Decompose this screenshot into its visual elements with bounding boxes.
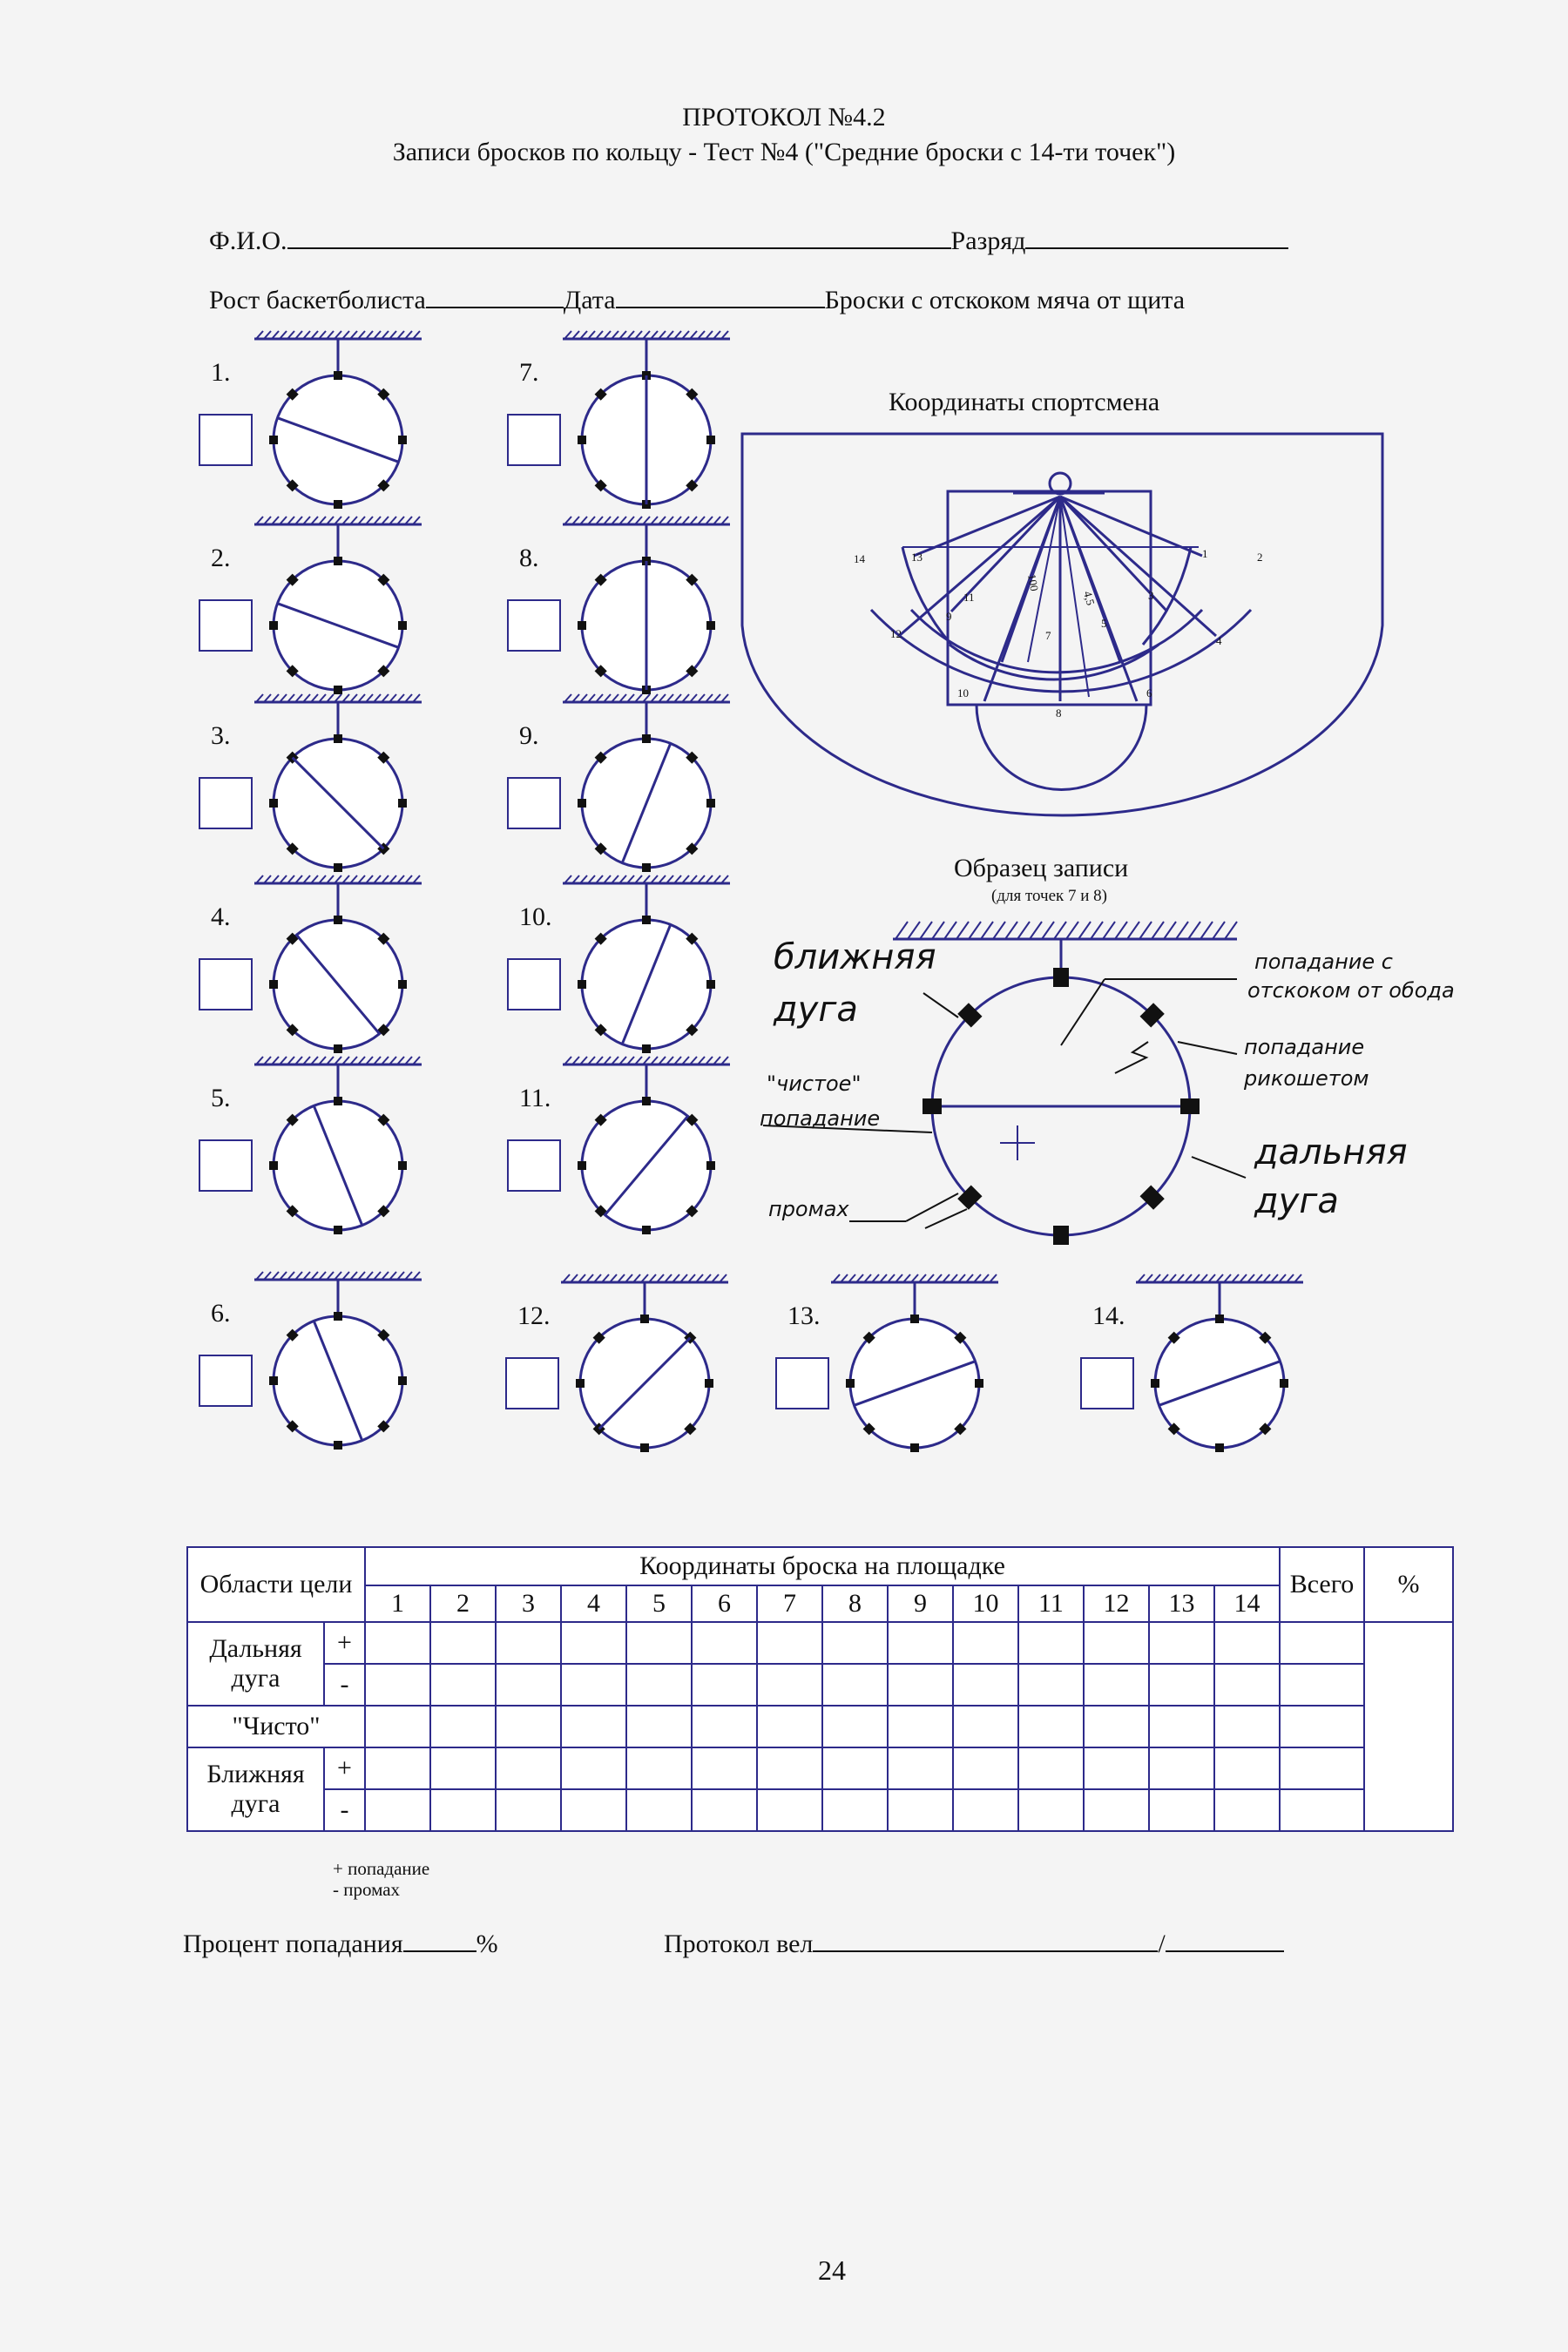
table-cell[interactable] bbox=[1149, 1789, 1214, 1831]
column-number-1: 1 bbox=[365, 1585, 430, 1622]
hatch-stroke bbox=[1054, 922, 1066, 939]
table-cell[interactable] bbox=[430, 1789, 496, 1831]
table-cell[interactable] bbox=[430, 1622, 496, 1664]
table-cell[interactable] bbox=[888, 1706, 953, 1747]
shot-number-6: 6. bbox=[211, 1299, 231, 1328]
far-arc-text-1: дальняя bbox=[1254, 1132, 1408, 1173]
court-point-5: 5 bbox=[1101, 617, 1107, 630]
percent-sign: % bbox=[476, 1930, 498, 1958]
rost-label: Рост баскетболиста bbox=[209, 286, 426, 314]
table-cell[interactable] bbox=[692, 1789, 757, 1831]
court-point-3: 3 bbox=[1148, 589, 1154, 602]
hatch-stroke bbox=[1017, 922, 1030, 939]
table-cell[interactable] bbox=[430, 1706, 496, 1747]
distance-100: 100 bbox=[1025, 572, 1042, 592]
miss-arrow-2 bbox=[925, 1209, 967, 1228]
table-cell[interactable] bbox=[496, 1789, 561, 1831]
table-cell[interactable] bbox=[1214, 1789, 1280, 1831]
court-point-6: 6 bbox=[1146, 686, 1152, 700]
shot-number-14: 14. bbox=[1092, 1301, 1125, 1330]
court-point-12: 12 bbox=[890, 627, 902, 640]
table-cell[interactable] bbox=[1214, 1747, 1280, 1789]
table-cell[interactable] bbox=[1280, 1747, 1364, 1789]
ricochet-text-2: рикошетом bbox=[1244, 1066, 1369, 1091]
total-header: Всего bbox=[1280, 1547, 1364, 1622]
shot-number-3: 3. bbox=[211, 721, 231, 750]
table-row bbox=[187, 1622, 1453, 1664]
table-cell[interactable] bbox=[626, 1789, 692, 1831]
far-arc-label: Дальняя дуга bbox=[187, 1622, 324, 1706]
column-numbers-row bbox=[187, 1585, 1453, 1622]
rim-bounce-text-2: отскоком от обода bbox=[1247, 978, 1455, 1003]
table-cell[interactable] bbox=[430, 1747, 496, 1789]
date-label: Дата bbox=[563, 286, 616, 314]
rim-bounce-arrow bbox=[1061, 979, 1105, 1045]
table-cell[interactable] bbox=[1018, 1664, 1084, 1706]
table-cell[interactable] bbox=[757, 1789, 822, 1831]
table-cell[interactable] bbox=[822, 1664, 888, 1706]
column-number-11: 11 bbox=[1018, 1585, 1084, 1622]
table-cell[interactable] bbox=[1084, 1789, 1149, 1831]
legend bbox=[333, 1858, 429, 1900]
table-cell[interactable] bbox=[561, 1706, 626, 1747]
table-cell[interactable] bbox=[365, 1706, 430, 1747]
razryad-label: Разряд bbox=[950, 226, 1026, 255]
protocol-name-field[interactable] bbox=[813, 1931, 1158, 1952]
table-cell[interactable] bbox=[888, 1747, 953, 1789]
coords-header: Координаты броска на площадке bbox=[365, 1547, 1280, 1585]
table-cell[interactable] bbox=[1018, 1789, 1084, 1831]
hatch-stroke bbox=[969, 922, 981, 939]
table-cell[interactable] bbox=[1084, 1747, 1149, 1789]
results-table bbox=[186, 1546, 1454, 1832]
table-cell[interactable] bbox=[365, 1622, 430, 1664]
shot-number-9: 9. bbox=[519, 721, 539, 750]
clean-label: "Чисто" bbox=[187, 1706, 365, 1747]
court-point-7: 7 bbox=[1045, 629, 1051, 642]
far-arc-text-2: дуга bbox=[1254, 1181, 1339, 1221]
table-cell[interactable] bbox=[692, 1664, 757, 1706]
sample-tick bbox=[1180, 1098, 1200, 1114]
table-cell[interactable] bbox=[561, 1664, 626, 1706]
table-cell[interactable] bbox=[1214, 1664, 1280, 1706]
hatch-stroke bbox=[920, 922, 932, 939]
hatch-stroke bbox=[1152, 922, 1164, 939]
percent-label: Процент попадания bbox=[183, 1930, 403, 1958]
near-arc-text-1: ближняя bbox=[774, 937, 936, 977]
court-title: Координаты спортсмена bbox=[889, 388, 1160, 416]
areas-header: Области цели bbox=[187, 1547, 365, 1622]
table-cell[interactable] bbox=[430, 1664, 496, 1706]
court-point-9: 9 bbox=[946, 610, 952, 623]
table-cell[interactable] bbox=[365, 1747, 430, 1789]
shot-number-10: 10. bbox=[519, 902, 552, 931]
hatch-stroke bbox=[932, 922, 944, 939]
protocol-slash: / bbox=[1158, 1930, 1166, 1958]
shot-number-13: 13. bbox=[787, 1301, 821, 1330]
hatch-stroke bbox=[1213, 922, 1225, 939]
fio-label: Ф.И.О. bbox=[209, 226, 287, 255]
sample-tick bbox=[1053, 968, 1069, 987]
hatch-stroke bbox=[1115, 922, 1127, 939]
hatch-stroke bbox=[1066, 922, 1078, 939]
hatch-stroke bbox=[1176, 922, 1188, 939]
table-row bbox=[187, 1789, 1453, 1831]
table-cell[interactable] bbox=[1280, 1706, 1364, 1747]
table-row bbox=[187, 1747, 1453, 1789]
column-number-13: 13 bbox=[1149, 1585, 1214, 1622]
hatch-stroke bbox=[896, 922, 908, 939]
table-row bbox=[187, 1664, 1453, 1706]
table-cell[interactable] bbox=[365, 1664, 430, 1706]
table-cell[interactable] bbox=[953, 1789, 1018, 1831]
shot-number-5: 5. bbox=[211, 1084, 231, 1112]
table-cell[interactable] bbox=[626, 1706, 692, 1747]
table-cell[interactable] bbox=[1280, 1789, 1364, 1831]
near-arc-text-2: дуга bbox=[774, 990, 858, 1030]
hatch-stroke bbox=[993, 922, 1005, 939]
column-number-3: 3 bbox=[496, 1585, 561, 1622]
court-point-10: 10 bbox=[957, 686, 969, 700]
court-point-8: 8 bbox=[1056, 706, 1062, 720]
hatch-stroke bbox=[981, 922, 993, 939]
table-cell[interactable] bbox=[496, 1747, 561, 1789]
column-number-4: 4 bbox=[561, 1585, 626, 1622]
table-cell[interactable] bbox=[496, 1622, 561, 1664]
table-cell[interactable] bbox=[496, 1706, 561, 1747]
table-cell[interactable] bbox=[1214, 1622, 1280, 1664]
table-cell[interactable] bbox=[1149, 1747, 1214, 1789]
table-cell[interactable] bbox=[1018, 1747, 1084, 1789]
table-cell[interactable] bbox=[692, 1747, 757, 1789]
hatch-stroke bbox=[1091, 922, 1103, 939]
table-cell[interactable] bbox=[757, 1747, 822, 1789]
ricochet-arrow bbox=[1115, 1042, 1148, 1073]
clean-text-1: "чистое" bbox=[767, 1071, 862, 1096]
hatch-stroke bbox=[908, 922, 920, 939]
table-cell[interactable] bbox=[1149, 1706, 1214, 1747]
legend-minus: - промах bbox=[333, 1879, 401, 1900]
court-point-4: 4 bbox=[1216, 634, 1222, 647]
table-cell[interactable] bbox=[496, 1664, 561, 1706]
page-subtitle: Записи бросков по кольцу - Тест №4 ("Средние броски с 14-ти точек") bbox=[392, 138, 1176, 166]
near-arc-pointer bbox=[923, 993, 958, 1017]
percent-field[interactable] bbox=[403, 1931, 476, 1952]
shot-number-2: 2. bbox=[211, 544, 231, 572]
table-cell[interactable] bbox=[1084, 1622, 1149, 1664]
table-cell[interactable] bbox=[888, 1664, 953, 1706]
column-number-14: 14 bbox=[1214, 1585, 1280, 1622]
percent-header: % bbox=[1364, 1547, 1453, 1622]
table-cell[interactable] bbox=[561, 1789, 626, 1831]
table-cell[interactable] bbox=[888, 1789, 953, 1831]
shot-number-7: 7. bbox=[519, 358, 539, 387]
table-cell[interactable] bbox=[626, 1664, 692, 1706]
table-cell[interactable] bbox=[1280, 1622, 1364, 1664]
broski-label: Броски с отскоком мяча от щита bbox=[824, 286, 1186, 314]
sample-tick bbox=[923, 1098, 942, 1114]
shot-number-12: 12. bbox=[517, 1301, 551, 1330]
hatch-stroke bbox=[1188, 922, 1200, 939]
table-cell[interactable] bbox=[888, 1622, 953, 1664]
court-point-2: 2 bbox=[1257, 551, 1263, 564]
near-minus-sign: - bbox=[324, 1789, 365, 1831]
court-point-11: 11 bbox=[963, 591, 975, 604]
table-cell[interactable] bbox=[1018, 1706, 1084, 1747]
court-point-1: 1 bbox=[1202, 547, 1208, 560]
table-cell[interactable] bbox=[365, 1789, 430, 1831]
near-arc-label: Ближняя дуга bbox=[187, 1747, 324, 1831]
hatch-stroke bbox=[1005, 922, 1017, 939]
table-cell[interactable] bbox=[561, 1747, 626, 1789]
table-cell[interactable] bbox=[953, 1622, 1018, 1664]
column-number-5: 5 bbox=[626, 1585, 692, 1622]
protocol-row bbox=[664, 1930, 1284, 1959]
protocol-label: Протокол вел bbox=[664, 1930, 814, 1958]
hatch-stroke bbox=[1127, 922, 1139, 939]
table-cell[interactable] bbox=[822, 1789, 888, 1831]
shot-number-1: 1. bbox=[211, 358, 231, 387]
table-cell[interactable] bbox=[757, 1664, 822, 1706]
table-cell[interactable] bbox=[822, 1622, 888, 1664]
hatch-stroke bbox=[1078, 922, 1091, 939]
hatch-stroke bbox=[956, 922, 969, 939]
column-number-10: 10 bbox=[953, 1585, 1018, 1622]
table-cell[interactable] bbox=[1084, 1664, 1149, 1706]
far-arc-leader bbox=[1192, 1157, 1246, 1178]
column-number-7: 7 bbox=[757, 1585, 822, 1622]
column-number-8: 8 bbox=[822, 1585, 888, 1622]
legend-plus: + попадание bbox=[333, 1858, 430, 1879]
hatch-stroke bbox=[1042, 922, 1054, 939]
percent-row bbox=[183, 1930, 498, 1959]
hatch-stroke bbox=[944, 922, 956, 939]
shot-number-4: 4. bbox=[211, 902, 231, 931]
table-cell[interactable] bbox=[1214, 1706, 1280, 1747]
table-cell[interactable] bbox=[1149, 1664, 1214, 1706]
hatch-stroke bbox=[1030, 922, 1042, 939]
hatch-stroke bbox=[1139, 922, 1152, 939]
sample-tick bbox=[1053, 1226, 1069, 1245]
page-title: ПРОТОКОЛ №4.2 bbox=[682, 103, 886, 132]
sample-hatch bbox=[896, 922, 1237, 939]
table-cell[interactable] bbox=[953, 1747, 1018, 1789]
rim-bounce-text-1: попадание с bbox=[1254, 950, 1393, 974]
shot-number-8: 8. bbox=[519, 544, 539, 572]
far-plus-sign: + bbox=[324, 1622, 365, 1664]
ricochet-leader bbox=[1178, 1042, 1237, 1054]
near-plus-sign: + bbox=[324, 1747, 365, 1789]
sample-subtitle: (для точек 7 и 8) bbox=[991, 887, 1107, 905]
protocol-sign-field[interactable] bbox=[1166, 1931, 1284, 1952]
court-point-13: 13 bbox=[911, 551, 923, 564]
table-cell[interactable] bbox=[822, 1747, 888, 1789]
sample-title: Образец записи bbox=[954, 854, 1129, 882]
miss-text: промах bbox=[768, 1197, 849, 1221]
clean-text-2: попадание bbox=[760, 1106, 881, 1131]
table-cell[interactable] bbox=[692, 1706, 757, 1747]
table-cell[interactable] bbox=[822, 1706, 888, 1747]
hatch-stroke bbox=[1103, 922, 1115, 939]
court-point-14: 14 bbox=[854, 552, 865, 565]
column-number-6: 6 bbox=[692, 1585, 757, 1622]
table-cell[interactable] bbox=[626, 1622, 692, 1664]
table-cell[interactable] bbox=[626, 1747, 692, 1789]
table-cell[interactable] bbox=[757, 1706, 822, 1747]
column-number-2: 2 bbox=[430, 1585, 496, 1622]
table-cell[interactable] bbox=[953, 1664, 1018, 1706]
table-cell[interactable] bbox=[757, 1622, 822, 1664]
page-number: 24 bbox=[818, 2254, 846, 2286]
far-minus-sign: - bbox=[324, 1664, 365, 1706]
hatch-stroke bbox=[1225, 922, 1237, 939]
ricochet-text-1: попадание bbox=[1244, 1035, 1365, 1059]
table-cell[interactable] bbox=[1149, 1622, 1214, 1664]
table-cell[interactable] bbox=[561, 1622, 626, 1664]
table-cell[interactable] bbox=[1280, 1664, 1364, 1706]
table-cell[interactable] bbox=[692, 1622, 757, 1664]
hatch-stroke bbox=[1200, 922, 1213, 939]
shot-number-11: 11. bbox=[519, 1084, 551, 1112]
distance-45: 4,5 bbox=[1081, 589, 1098, 607]
percent-cell[interactable] bbox=[1364, 1622, 1453, 1831]
hatch-stroke bbox=[1164, 922, 1176, 939]
table-cell[interactable] bbox=[953, 1706, 1018, 1747]
table-cell[interactable] bbox=[1084, 1706, 1149, 1747]
table-row bbox=[187, 1706, 1453, 1747]
column-number-12: 12 bbox=[1084, 1585, 1149, 1622]
table-cell[interactable] bbox=[1018, 1622, 1084, 1664]
column-number-9: 9 bbox=[888, 1585, 953, 1622]
